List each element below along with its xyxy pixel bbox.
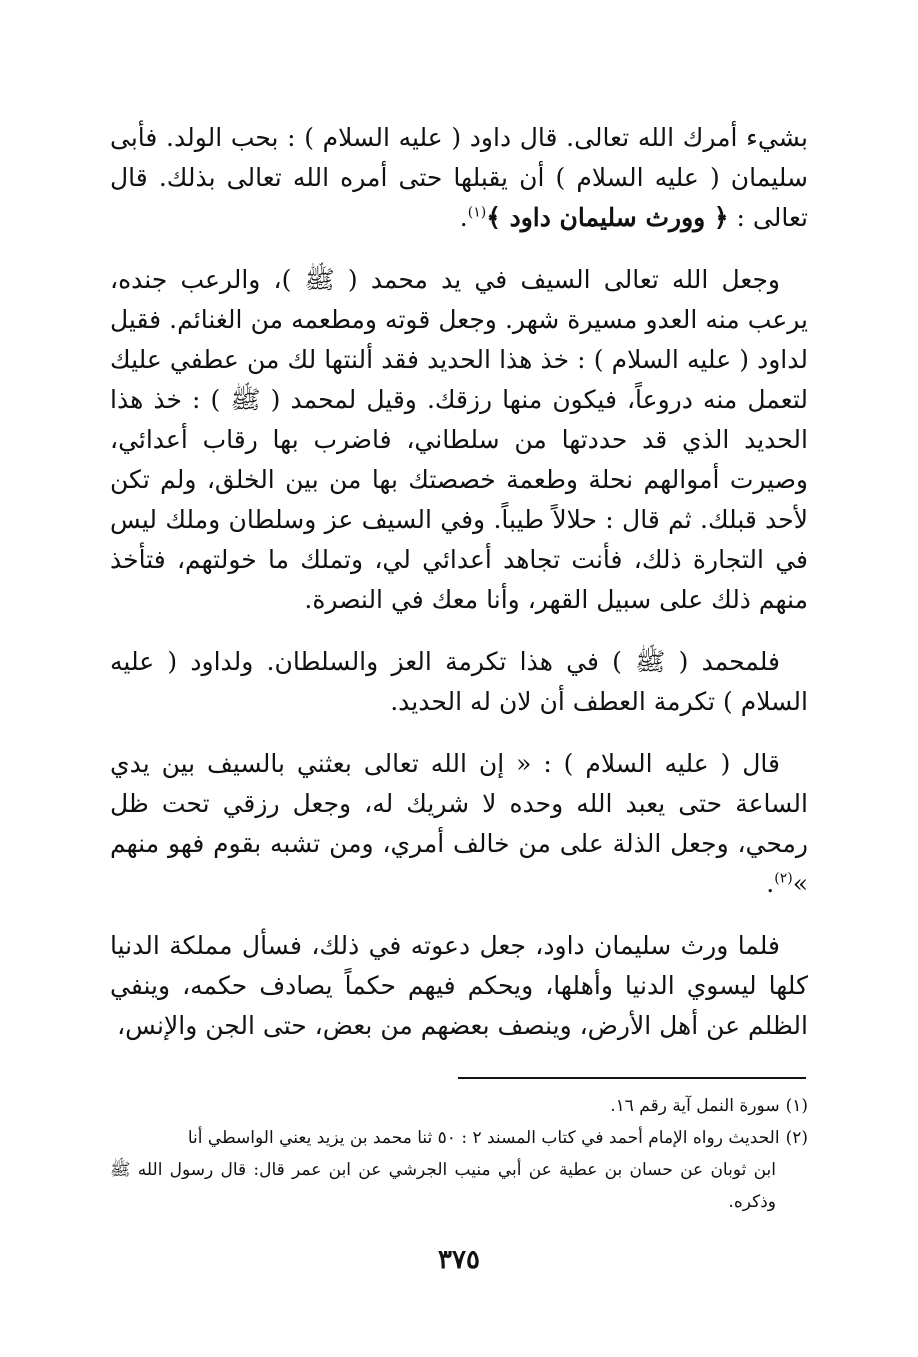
footnote-ref-2: (٢)	[774, 870, 793, 887]
footnote-ref-1: (١)	[467, 204, 487, 221]
paragraph-2: وجعل الله تعالى السيف في يد محمد ( ﷺ )، والرعب جنده، يرعب منه العدو مسيرة شهر. وجعل قوته ومطعمه من الغنائم. فقيل لداود ( عليه السلام ) : خذ هذا الحديد فقد ألنتها لك من عطفي عليك لتعمل منه دروعاً، فيكون منها رزقك. وقيل لمحمد ( ﷺ ) : خذ هذا الحديد الذي قد حددتها من سلطاني، فاضرب بها رقاب أعدائي، وصيرت أموالهم نحلة وطعمة خصصتك بها من بين الخلق، ولم تكن لأحد قبلك. ثم قال : حلالاً طيباً. وفي السيف عز وسلطان وملك ليس في التجارة ذلك، فأنت تجاهد أعدائي لي، وتملك ما خولتهم، فتأخذ منهم ذلك على سبيل القهر، وأنا معك في النصرة.	[110, 265, 808, 614]
paragraph-1	[110, 118, 808, 238]
paragraph-5: فلما ورث سليمان داود، جعل دعوته في ذلك، فسأل مملكة الدنيا كلها ليسوي الدنيا وأهلها، ويحكم فيهم حكماً يصادف حكمه، وينفي الظلم عن أهل الأرض، وينصف بعضهم من بعض، حتى الجن والإنس،	[110, 931, 808, 1040]
quran-verse: ﴿ وورث سليمان داود ﴾	[486, 203, 729, 232]
footnote-divider	[458, 1077, 806, 1079]
paragraph-1-text: بشيء أمرك الله تعالى. قال داود ( عليه السلام ) : بحب الولد. فأبى سليمان ( عليه السلام ) أن يقبلها حتى أمره الله تعالى بذلك. قال تعالى :	[110, 123, 808, 232]
main-text	[110, 118, 808, 1068]
footnote-2-line-1: الحديث رواه الإمام أحمد في كتاب المسند ٢ : ٥٠ ثنا محمد بن يزيد يعني الواسطي أنا	[187, 1128, 780, 1148]
footnote-1-number: (١)	[785, 1096, 808, 1116]
footnote-2	[110, 1122, 808, 1218]
footnote-2-number: (٢)	[785, 1128, 808, 1148]
paragraph-4	[110, 744, 808, 904]
page-number: ٣٧٥	[438, 1245, 480, 1275]
footnotes	[110, 1090, 808, 1218]
footnote-1-text: سورة النمل آية رقم ١٦.	[610, 1096, 780, 1116]
paragraph-4-tail: .	[766, 869, 775, 898]
footnote-1	[110, 1090, 808, 1122]
paragraph-4-text: قال ( عليه السلام ) : « إن الله تعالى بعثني بالسيف بين يدي الساعة حتى يعبد الله وحده لا شريك له، وجعل رزقي تحت ظل رمحي، وجعل الذلة على من خالف أمري، ومن تشبه بقوم فهو منهم »	[110, 749, 808, 898]
paragraph-1-tail: .	[459, 203, 468, 232]
footnote-2-line-2: ابن ثوبان عن حسان بن عطية عن أبي منيب الجرشي عن ابن عمر قال: قال رسول الله ﷺ وذكره.	[110, 1160, 776, 1212]
paragraph-3: فلمحمد ( ﷺ ) في هذا تكرمة العز والسلطان. ولداود ( عليه السلام ) تكرمة العطف أن لان له الحديد.	[110, 647, 808, 716]
